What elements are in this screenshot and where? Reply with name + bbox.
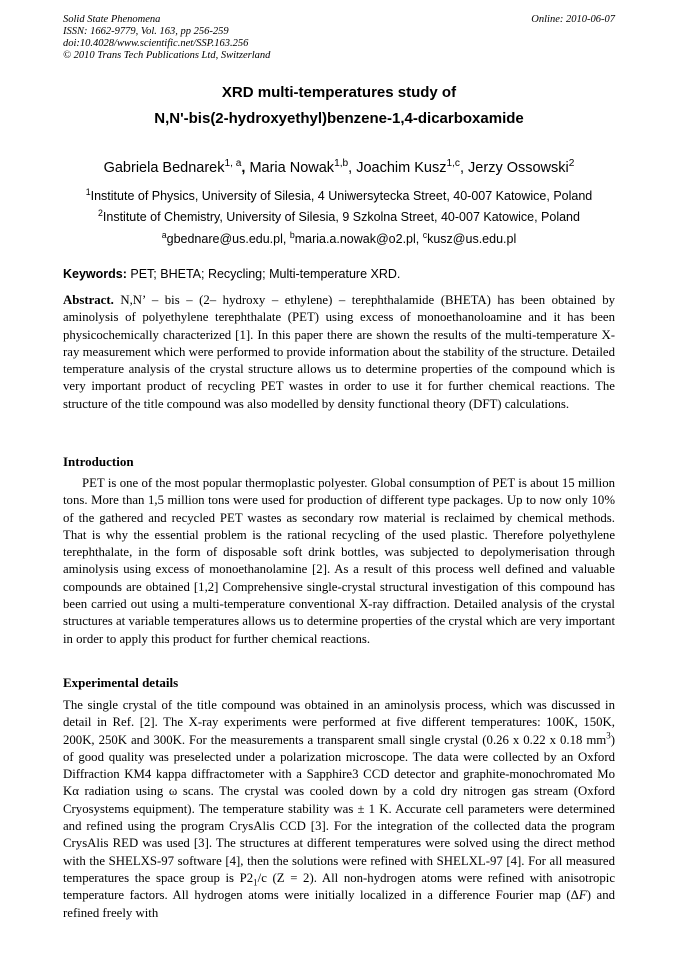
affiliation-1: $^1$Institute of Physics, University of Silesia, 4 Uniwersytecka Street, 40-007 Katowice, Poland: [85, 186, 593, 203]
paper-title: [0, 80, 678, 132]
journal-name: Solid State Phenomena: [63, 14, 161, 25]
experimental-heading: Experimental details: [63, 675, 179, 690]
affiliation-2: $^2$Institute of Chemistry, University of Silesia, 9 Szkolna Street, 40-007 Katowice, Poland: [98, 207, 580, 224]
abstract-text: N,N’ – bis – (2– hydroxy – ethylene) – terephthalamide (BHETA) has been obtained by aminolysis of polyethylene terephthalate (PET) using excess of monoethanoloamine and it has been physicochemically characterized [1]. In this paper there are shown the results of the multi-temperature X-ray measurement which were performed to provide information about the stability of the structure. Detailed temperature analysis of the crystal structure allows us to determine properties of the compound which is very important product of recycling PET wastes in order to use it for further chemical reactions. The structure of the title compound was also modelled by density functional theory (DFT) calculations.: [63, 293, 615, 411]
author-affiliation-mark: 1,c: [446, 158, 460, 170]
author-name: Joachim Kusz: [356, 160, 447, 176]
author-list: Gabriela Bednarek$^{1, a}$, Maria Nowak$^{1,b}$, Joachim Kusz$^{1,c}$, Jerzy Ossowski$^2$: [103, 158, 575, 176]
email-link[interactable]: maria.a.nowak@o2.pl,: [294, 232, 423, 246]
keywords-label: Keywords:: [63, 267, 127, 281]
author-name: Gabriela Bednarek: [103, 160, 225, 176]
author-emails: $^a$gbednare@us.edu.pl, $^b$maria.a.nowak@o2.pl, $^c$kusz@us.edu.pl: [161, 229, 517, 246]
introduction-heading: Introduction: [63, 454, 134, 469]
doi-line: doi:10.4028/www.scientific.net/SSP.163.256: [63, 38, 249, 49]
experimental-paragraph: The single crystal of the title compound was obtained in an aminolysis process, which was discussed in detail in Ref. [2]. The X-ray experiments were performed at five different temperatures: 100K, 150K, 200K, 250K and 300K. For the measurements a transparent small single crystal (0.26 x 0.22 x 0.18 $mm^3$) of good quality was preselected under a polarization microscope. The data were collected by an Oxford Diffraction KM4 kappa diffractometer with a Sapphire3 CCD detector and graphite-monochromated Mo Kα radiation using ω scans. The crystal was cooled down by a cold dry nitrogen gas stream (Oxford Cryosystems equipment). The temperature stability was ± 1 K. Accurate cell parameters were determined and refined using the program CrysAlis CCD [3]. For the integration of the collected data the program CrysAlis RED was used [3]. The structures at different temperatures were solved using the direct method with the SHELXS-97 software [4], then the solutions were refined with SHELXL-97 [4]. For all measured temperatures the space group is $P2_1/c$ (Z = 2). All non-hydrogen atoms were refined with anisotropic temperature factors. All hydrogen atoms were initially localized in a difference Fourier map (ΔF) and refined freely with: [63, 698, 615, 920]
abstract: [63, 292, 615, 413]
copyright-line: © 2010 Trans Tech Publications Ltd, Switzerland: [63, 50, 271, 61]
title-line-1: XRD multi-temperatures study of: [221, 84, 457, 101]
abstract-label: Abstract.: [63, 293, 114, 307]
keywords: [63, 267, 615, 281]
author-name: Jerzy Ossowski: [468, 160, 569, 176]
author-affiliation-mark: 2: [568, 158, 575, 170]
author-affiliation-mark: 1, a: [224, 158, 242, 170]
introduction-paragraph: PET is one of the most popular thermoplastic polyester. Global consumption of PET is about 15 million tons. More than 1,5 million tons were used for production of different type packages. Up to now only 10% of the gathered and recycled PET wastes as secondary row material is reclaimed by chemical methods. That is why the essential problem is the rational recycling of the used plastic. Therefore polyethylene terephthalate, in the form of disposable soft drink bottles, was subjected to depolymerisation through aminolysis using excess of monoethanolamine [2]. As a result of this process well defined and valuable compounds are obtained [1,2] Comprehensive single-crystal structural investigation of this compound has been carried out using a multi-temperature conventional X-ray diffraction. Detailed analysis of the crystal structures at variable temperatures allows us to determine properties of the crystal which are very important in order to apply this product for further chemical reactions.: [63, 476, 615, 646]
online-date: Online: 2010-06-07: [531, 14, 615, 25]
email-link[interactable]: kusz@us.edu.pl: [427, 232, 517, 246]
issn-line: ISSN: 1662-9779, Vol. 163, pp 256-259: [63, 26, 229, 37]
keywords-text: PET; BHETA; Recycling; Multi-temperature XRD.: [126, 267, 401, 281]
email-link[interactable]: gbednare@us.edu.pl,: [166, 232, 290, 246]
author-affiliation-mark: 1,b: [334, 158, 349, 170]
title-line-2: N,N'-bis(2-hydroxyethyl)benzene-1,4-dicarboxamide: [154, 110, 524, 127]
author-name: Maria Nowak: [249, 160, 335, 176]
journal-header: [63, 14, 615, 62]
